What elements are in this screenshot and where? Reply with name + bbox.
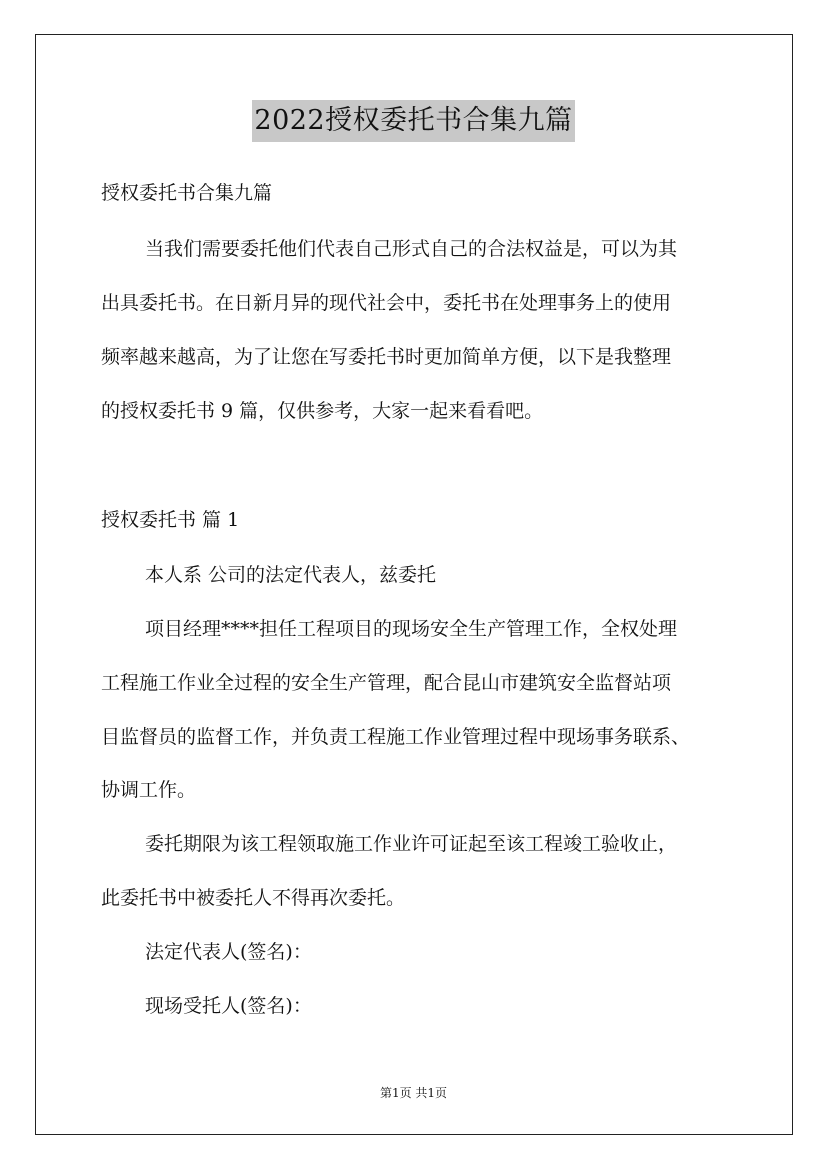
body-line-2: 项目经理****担任工程项目的现场安全生产管理工作，全权处理 [145, 618, 678, 640]
page-footer: 第1页 共1页 [379, 1086, 448, 1100]
document-subtitle: 授权委托书合集九篇 [101, 182, 273, 204]
body-line-4: 目监督员的监督工作，并负责工程施工作业管理过程中现场事务联系、 [101, 726, 691, 748]
body-line-3: 工程施工作业全过程的安全生产管理，配合昆山市建筑安全监督站项 [101, 672, 672, 694]
intro-line-2: 出具委托书。在日新月异的现代社会中，委托书在处理事务上的使用 [101, 292, 672, 314]
body-line-1: 本人系 公司的法定代表人，兹委托 [145, 564, 437, 586]
body-line-6: 委托期限为该工程领取施工作业许可证起至该工程竣工验收止， [145, 833, 678, 855]
signature-onsite-agent: 现场受托人(签名)： [145, 995, 312, 1017]
body-line-5: 协调工作。 [101, 779, 197, 801]
intro-line-3: 频率越来越高，为了让您在写委托书时更加简单方便，以下是我整理 [101, 346, 672, 368]
intro-line-1: 当我们需要委托他们代表自己形式自己的合法权益是，可以为其 [145, 238, 678, 260]
section-heading: 授权委托书 篇 1 [101, 509, 240, 531]
body-line-7: 此委托书中被委托人不得再次委托。 [101, 887, 406, 909]
title-container [0, 100, 827, 142]
signature-legal-rep: 法定代表人(签名)： [145, 941, 312, 963]
intro-line-4: 的授权委托书 9 篇，仅供参考，大家一起来看看吧。 [101, 400, 544, 422]
document-title: 2022授权委托书合集九篇 [252, 100, 574, 142]
